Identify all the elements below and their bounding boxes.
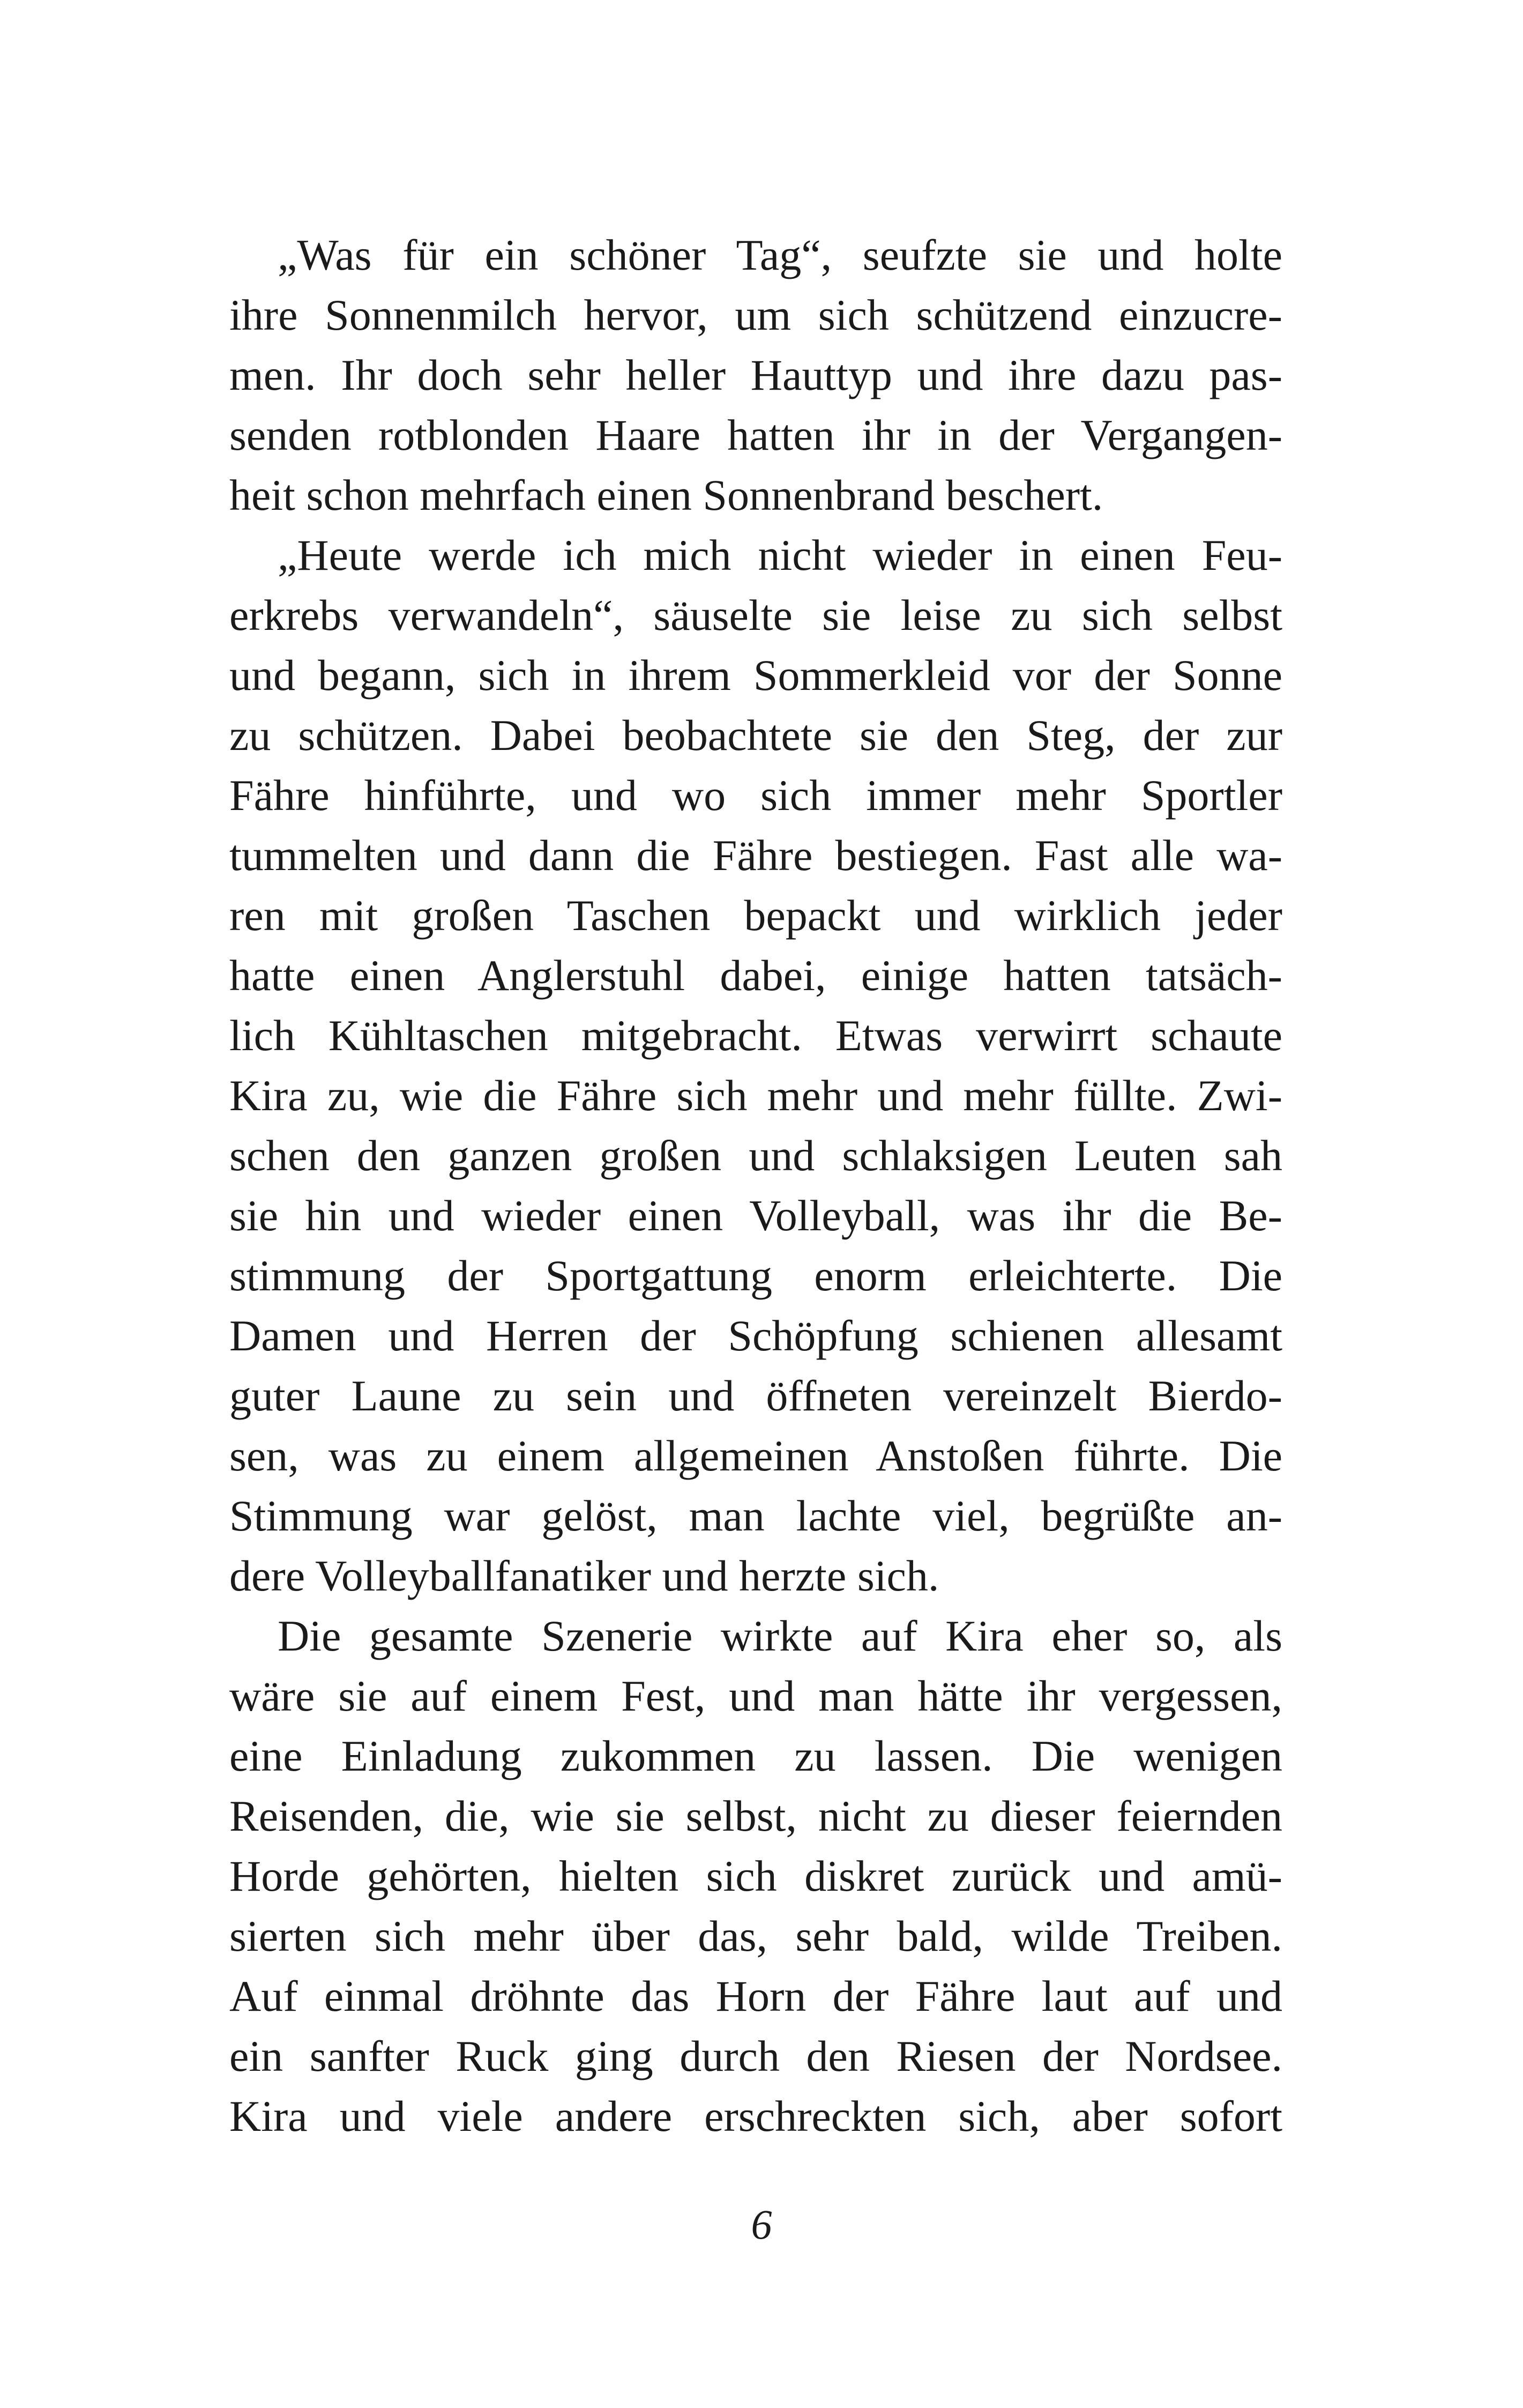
text-line: sen, was zu einem allgemeinen Anstoßen führte. Die [229, 1431, 1282, 1480]
text-line: men. Ihr doch sehr heller Hauttyp und ihre dazu pas- [229, 351, 1282, 399]
text-line: Die gesamte Szenerie wirkte auf Kira eher so, als [278, 1611, 1282, 1660]
text-line: „Was für ein schöner Tag“, seufzte sie und holte [278, 231, 1282, 279]
text-line: heit schon mehrfach einen Sonnenbrand beschert. [229, 471, 1103, 519]
text-line: wäre sie auf einem Fest, und man hätte ihr vergessen, [229, 1671, 1282, 1720]
text-line: Reisenden, die, wie sie selbst, nicht zu dieser feiernden [229, 1792, 1282, 1840]
text-line: dere Volleyballfanatiker und herzte sich. [229, 1551, 939, 1600]
text-line: Horde gehörten, hielten sich diskret zurück und amü- [229, 1852, 1282, 1900]
text-line: hatte einen Anglerstuhl dabei, einige hatten tatsäch- [229, 951, 1282, 1000]
paragraph-3 [229, 1606, 1282, 2146]
text-line: Damen und Herren der Schöpfung schienen allesamt [229, 1311, 1282, 1360]
text-line: sie hin und wieder einen Volleyball, was ihr die Be- [229, 1191, 1282, 1240]
text-line: tummelten und dann die Fähre bestiegen. Fast alle wa- [229, 831, 1282, 880]
paragraph-2 [229, 525, 1282, 1606]
page-number: 6 [751, 2201, 772, 2248]
text-line: schen den ganzen großen und schlaksigen Leuten sah [229, 1131, 1282, 1180]
text-line: erkrebs verwandeln“, säuselte sie leise zu sich selbst [229, 591, 1282, 640]
text-line: Kira und viele andere erschreckten sich, aber sofort [229, 2092, 1282, 2141]
text-line: „Heute werde ich mich nicht wieder in einen Feu- [278, 531, 1282, 579]
text-line: Stimmung war gelöst, man lachte viel, begrüßte an- [229, 1491, 1282, 1540]
text-line: Fähre hinführte, und wo sich immer mehr Sportler [229, 771, 1282, 820]
text-line: sierten sich mehr über das, sehr bald, wilde Treiben. [229, 1912, 1282, 1960]
text-line: guter Laune zu sein und öffneten vereinzelt Bierdo- [229, 1371, 1282, 1420]
body-text [229, 225, 1282, 2146]
text-line: ren mit großen Taschen bepackt und wirklich jeder [229, 891, 1282, 940]
text-line: lich Kühltaschen mitgebracht. Etwas verwirrt schaute [229, 1011, 1282, 1060]
text-line: senden rotblonden Haare hatten ihr in der Vergangen- [229, 411, 1282, 459]
paragraph-1 [229, 225, 1282, 525]
text-line: eine Einladung zukommen zu lassen. Die wenigen [229, 1731, 1282, 1780]
text-line: stimmung der Sportgattung enorm erleichterte. Die [229, 1251, 1282, 1300]
text-line: und begann, sich in ihrem Sommerkleid vor der Sonne [229, 651, 1282, 700]
text-line: zu schützen. Dabei beobachtete sie den Steg, der zur [229, 711, 1282, 760]
text-line: Kira zu, wie die Fähre sich mehr und mehr füllte. Zwi- [229, 1071, 1282, 1120]
text-line: ein sanfter Ruck ging durch den Riesen der Nordsee. [229, 2032, 1282, 2080]
text-line: ihre Sonnenmilch hervor, um sich schützend einzucre- [229, 291, 1282, 339]
text-line: Auf einmal dröhnte das Horn der Fähre laut auf und [229, 1972, 1282, 2020]
